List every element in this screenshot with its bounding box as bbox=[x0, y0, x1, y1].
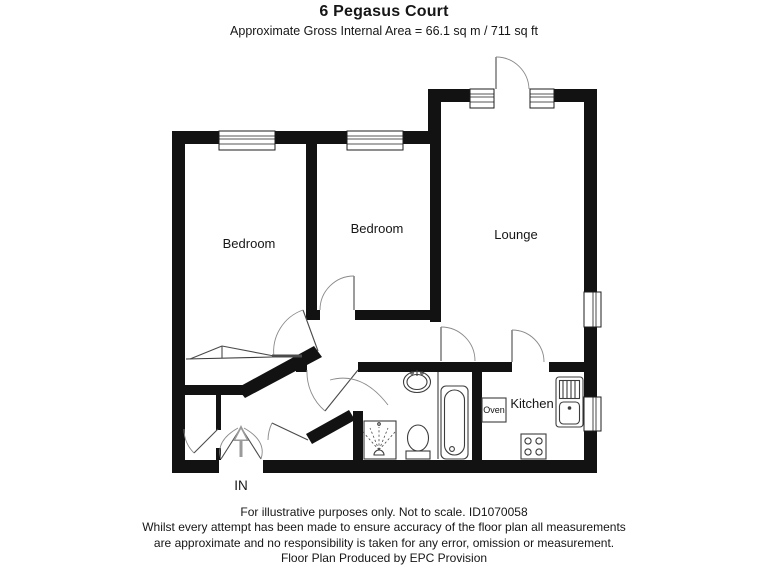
window-kitchen-right bbox=[584, 397, 601, 431]
front-door-top bbox=[496, 57, 529, 89]
kitchen-label: Kitchen bbox=[510, 396, 554, 411]
door-lounge bbox=[441, 327, 475, 361]
lounge-label: Lounge bbox=[494, 227, 538, 242]
page-title: 6 Pegasus Court bbox=[319, 3, 449, 20]
bathroom-sink bbox=[404, 370, 431, 393]
bedroom1-label: Bedroom bbox=[222, 236, 276, 251]
footer-line-4: Floor Plan Produced by EPC Provision bbox=[280, 551, 488, 566]
entrance-in-label: IN bbox=[234, 478, 248, 493]
hob bbox=[521, 434, 546, 459]
bathroom-fixtures bbox=[363, 370, 468, 459]
window-lounge-right bbox=[584, 292, 601, 327]
wardrobe-bifold-doors bbox=[186, 346, 302, 359]
window-lounge-top-left bbox=[470, 89, 494, 108]
kitchen-sink bbox=[556, 377, 583, 427]
window-bedroom1 bbox=[219, 131, 275, 150]
bedroom2-label: Bedroom bbox=[350, 221, 404, 236]
door-bathroom bbox=[307, 370, 358, 411]
door-kitchen bbox=[512, 330, 544, 362]
footer-line-1: For illustrative purposes only. Not to scale. ID1070058 bbox=[240, 505, 528, 519]
footer-line-2: Whilst every attempt has been made to ensure accuracy of the floor plan all measurements bbox=[142, 520, 626, 535]
page-subtitle: Approximate Gross Internal Area = 66.1 sq m / 711 sq ft bbox=[230, 24, 538, 38]
plan-footer bbox=[0, 505, 768, 567]
door-hall-closet bbox=[184, 429, 218, 453]
oven-label: Oven bbox=[483, 405, 505, 415]
footer-line-3: are approximate and no responsibility is taken for any error, omission or measurement. bbox=[153, 535, 615, 550]
window-bedroom2 bbox=[347, 131, 403, 150]
toilet bbox=[406, 425, 430, 459]
shower bbox=[363, 421, 396, 459]
bath bbox=[438, 372, 468, 459]
window-lounge-top-right bbox=[530, 89, 554, 108]
kitchen-fixtures bbox=[482, 377, 583, 459]
door-bedroom2 bbox=[320, 276, 354, 310]
